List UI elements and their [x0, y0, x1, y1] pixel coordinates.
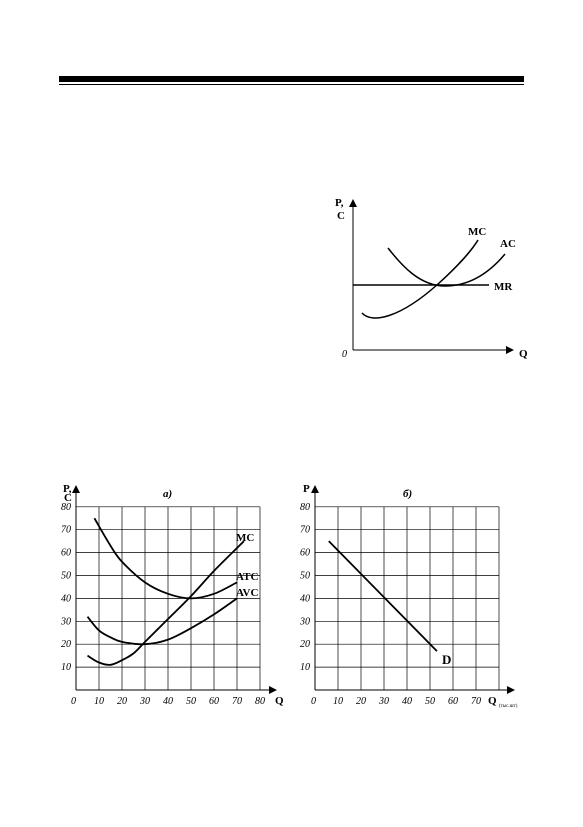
chart-a-series-label-avc: AVC: [236, 587, 259, 599]
chart-b-ylabel: P: [303, 483, 310, 495]
chart-a-ylabel-c: C: [64, 492, 72, 504]
x-tick-label: 20: [117, 696, 127, 707]
y-tick-label: 80: [300, 501, 310, 513]
chart-b-series: [329, 541, 437, 651]
top-chart: [335, 197, 528, 360]
x-tick-label: 70: [471, 696, 481, 707]
chart-a-xlabel: Q: [275, 695, 284, 707]
top-xlabel: Q: [519, 348, 528, 360]
y-tick-label: 70: [300, 524, 310, 536]
x-tick-label: 20: [356, 696, 366, 707]
chart-b-series-label-d: D: [442, 652, 452, 667]
x-tick-label: 60: [448, 696, 458, 707]
x-tick-label: 70: [232, 696, 242, 707]
y-tick-label: 40: [61, 593, 71, 605]
chart-b-xlabel: Q: [488, 695, 497, 707]
x-tick-label: 40: [402, 696, 412, 707]
x-tick-label: 50: [186, 696, 196, 707]
x-tick-label: 50: [425, 696, 435, 707]
y-tick-label: 20: [300, 639, 310, 651]
series-line-mc: [88, 541, 244, 665]
x-tick-label: 80: [255, 696, 265, 707]
y-tick-label: 30: [300, 616, 310, 628]
chart-a-ylabel-p: P,: [63, 483, 72, 495]
chart-a-panel-title: а): [163, 488, 173, 500]
x-tick-label: 10: [94, 696, 104, 707]
series-line-atc: [94, 518, 237, 598]
y-tick-label: 60: [300, 547, 310, 559]
chart-b-origin-label: 0: [311, 696, 316, 707]
x-tick-label: 40: [163, 696, 173, 707]
top-ac-curve: [388, 248, 505, 286]
chart-b: [299, 483, 518, 709]
top-series-label-ac: AC: [500, 238, 516, 250]
series-line-d: [329, 541, 437, 651]
top-series-label-mc: MC: [468, 226, 487, 238]
y-tick-label: 40: [300, 593, 310, 605]
y-tick-label: 20: [61, 639, 71, 651]
y-tick-label: 10: [61, 662, 71, 674]
chart-a-series: [88, 518, 244, 665]
y-tick-label: 10: [300, 662, 310, 674]
top-ylabel-c: C: [337, 210, 345, 222]
top-origin-label: 0: [342, 349, 347, 360]
x-tick-label: 30: [140, 696, 150, 707]
x-tick-label: 10: [333, 696, 343, 707]
chart-a-series-label-mc: MC: [236, 532, 255, 544]
chart-a-ticks: [60, 502, 265, 707]
chart-a-series-label-atc: ATC: [236, 571, 259, 583]
chart-a: [60, 483, 284, 707]
y-tick-label: 50: [300, 570, 310, 582]
top-series-label-mr: MR: [494, 281, 513, 293]
y-tick-label: 80: [61, 501, 71, 513]
top-ylabel-p: P,: [335, 197, 344, 209]
chart-a-origin-label: 0: [71, 696, 76, 707]
y-tick-label: 60: [61, 547, 71, 559]
y-tick-label: 30: [61, 616, 71, 628]
chart-b-panel-title: б): [403, 488, 413, 500]
y-tick-label: 70: [61, 524, 71, 536]
x-tick-label: 30: [379, 696, 389, 707]
chart-b-xlabel-unit: (тыс.шт): [499, 704, 518, 709]
y-tick-label: 50: [61, 570, 71, 582]
chart-b-grid: [315, 507, 499, 690]
x-tick-label: 60: [209, 696, 219, 707]
